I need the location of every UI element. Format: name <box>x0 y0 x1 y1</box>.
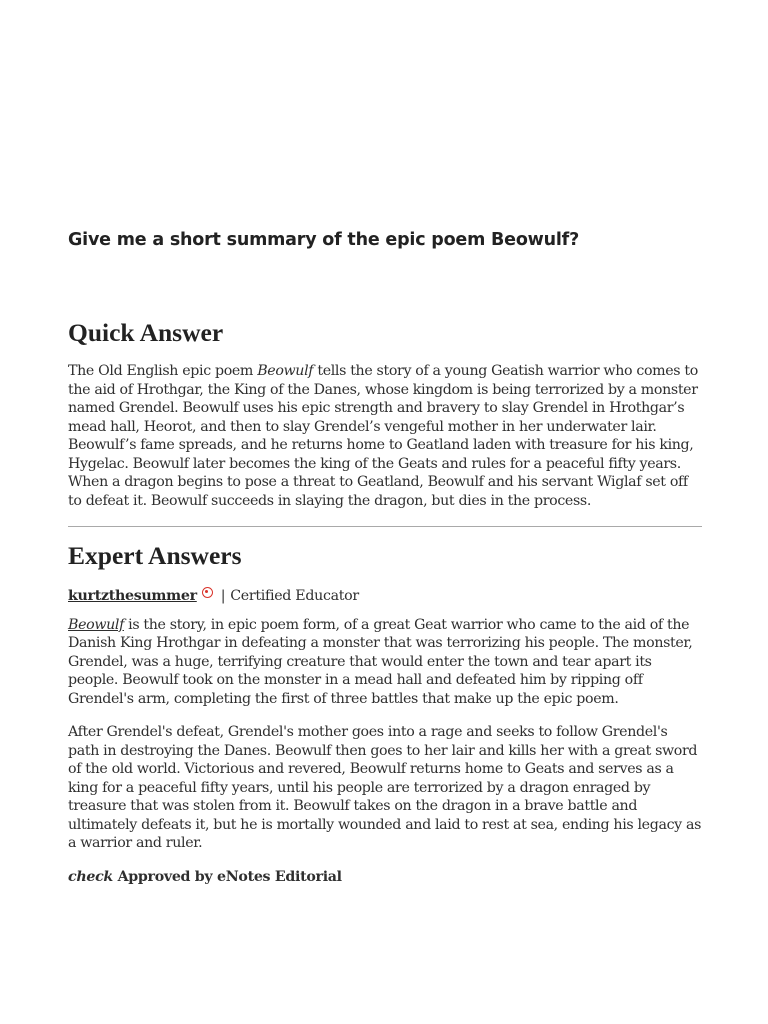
author-line <box>68 587 702 606</box>
expert-answer-paragraph-1 <box>68 616 702 709</box>
quick-answer-text <box>68 362 702 510</box>
quick-answer-heading: Quick Answer <box>68 318 224 347</box>
main-content <box>68 316 702 886</box>
quick-answer-body: tells the story of a young Geatish warrior who comes to the aid of Hrothgar, the King of the Danes, whose kingdom is being terrorized by a monster named Grendel. Beowulf uses his epic strength and bravery to slay Grendel in Hrothgar’s mead hall, Heorot, and then to slay Grendel’s vengeful mother in her underwater lair. Beowulf’s fame spreads, and he returns home to Geatland laden with treasure for his king, Hygelac. Beowulf later becomes the king of the Geats and rules for a peaceful fifty years. When a dragon begins to pose a threat to Geatland, Beowulf and his servant Wiglaf set off to defeat it. Beowulf succeeds in slaying the dragon, but dies in the process. <box>68 363 698 509</box>
author-role: Certified Educator <box>230 588 359 604</box>
approved-text: Approved by eNotes Editorial <box>112 868 342 885</box>
divider <box>68 526 702 527</box>
expert-answer-paragraph-1-body: is the story, in epic poem form, of a great Geat warrior who came to the aid of the Danish King Hrothgar in defeating a monster that was terrorizing his people. The monster, Grendel, was a huge, terrifying creature that would enter the town and tear apart its people. Beowulf took on the monster in a mead hall and defeated him by ripping off Grendel's arm, completing the first of three battles that make up the epic poem. <box>68 616 693 707</box>
check-icon: check <box>68 868 113 885</box>
author-link[interactable]: kurtzthesummer <box>68 588 197 604</box>
quick-answer-intro: The Old English epic poem <box>68 363 258 379</box>
expert-answers-heading: Expert Answers <box>68 541 242 570</box>
approved-line <box>68 868 702 887</box>
educator-badge-icon <box>202 587 213 598</box>
expert-answer-paragraph-2: After Grendel's defeat, Grendel's mother goes into a rage and seeks to follow Grendel's path in destroying the Danes. Beowulf then goes to her lair and kills her with a great sword of the old world. Victorious and revered, Beowulf returns home to Geats and serves as a king for a peaceful fifty years, until his people are terrorized by a dragon enraged by treasure that was stolen from it. Beowulf takes on the dragon in a brave battle and ultimately defeats it, but he is mortally wounded and laid to rest at sea, ending his legacy as a warrior and ruler. <box>68 724 702 851</box>
author-separator: | <box>220 588 226 604</box>
work-title: Beowulf <box>257 363 314 379</box>
question-title: Give me a short summary of the epic poem Beowulf? <box>68 230 580 250</box>
work-title-link[interactable]: Beowulf <box>68 616 124 633</box>
